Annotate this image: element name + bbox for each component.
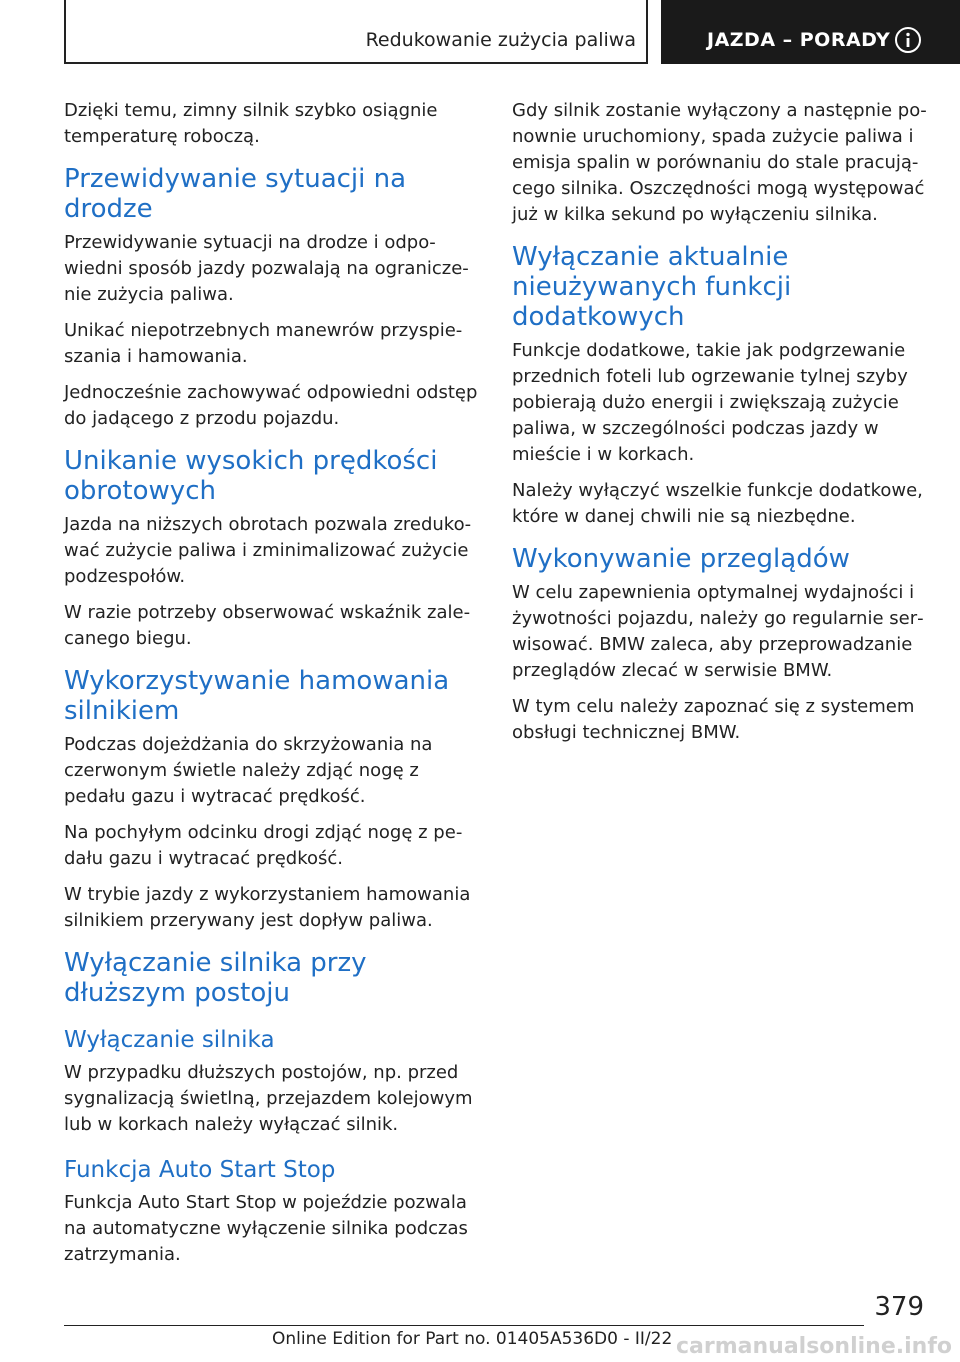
right-paragraph: W celu zapewnienia optymalnej wydajności i żywotności pojazdu, należy go regularnie serwisować. BMW zaleca, aby przeprowadzanie przeglądów zlecać w serwisie BMW. <box>512 582 924 681</box>
right-heading: Wykonywanie przeglądów <box>512 544 850 574</box>
footer-divider <box>64 1325 864 1326</box>
right-paragraph: Funkcje dodatkowe, takie jak podgrzewanie przednich foteli lub ogrzewanie tylnej szyby pobierają dużo energii i zwiększają zużycie paliwa, w szczególności podczas jazdy w mieście i w korkach. <box>512 340 908 465</box>
left-heading: Funkcja Auto Start Stop <box>64 1157 336 1183</box>
left-paragraph: Na pochyłym odcinku drogi zdjąć nogę z pedału gazu i wytracać prędkość. <box>64 822 463 869</box>
left-paragraph: W trybie jazdy z wykorzystaniem hamowania silnikiem przerywany jest dopływ paliwa. <box>64 884 471 931</box>
left-heading: Wyłączanie silnika <box>64 1027 275 1053</box>
left-column <box>64 98 480 1278</box>
right-heading: Wyłączanie aktualnie nieużywanych funkcji dodatkowych <box>512 242 792 332</box>
left-heading: Wykorzystywanie hamowania silnikiem <box>64 666 450 726</box>
edition-info: Online Edition for Part no. 01405A536D0 - II/22 <box>272 1329 673 1349</box>
left-paragraph: Unikać niepotrzebnych manewrów przyspieszania i hamowania. <box>64 320 463 367</box>
left-paragraph: Jazda na niższych obrotach pozwala zredukować zużycie paliwa i zminimalizować zużycie podzespołów. <box>64 514 472 587</box>
right-column <box>512 98 928 756</box>
info-icon <box>894 26 922 54</box>
left-heading: Unikanie wysokich prędkości obrotowych <box>64 446 438 506</box>
watermark: carmanualsonline.info <box>676 1334 952 1359</box>
right-paragraph: Należy wyłączyć wszelkie funkcje dodatkowe, które w danej chwili nie są niezbędne. <box>512 480 923 527</box>
chapter-title: JAZDA – PORADY <box>707 29 891 51</box>
header-section-title: Redukowanie zużycia paliwa <box>365 29 636 51</box>
left-paragraph: Funkcja Auto Start Stop w pojeździe pozwala na automatyczne wyłączenie silnika podczas zatrzymania. <box>64 1192 468 1265</box>
left-paragraph: W przypadku dłuższych postojów, np. przed sygnalizacją świetlną, przejazdem kolejowym lub w korkach należy wyłączać silnik. <box>64 1062 473 1135</box>
left-paragraph: W razie potrzeby obserwować wskaźnik zalecanego biegu. <box>64 602 471 649</box>
left-paragraph: Jednocześnie zachowywać odpowiedni odstęp do jadącego z przodu pojazdu. <box>64 382 478 429</box>
right-paragraph: W tym celu należy zapoznać się z systemem obsługi technicznej BMW. <box>512 696 915 743</box>
page-number: 379 <box>874 1292 924 1322</box>
left-heading: Przewidywanie sytuacji na drodze <box>64 164 407 224</box>
header-chapter-tab[interactable] <box>661 0 960 64</box>
left-paragraph: Przewidywanie sytuacji na drodze i odpowiedni sposób jazdy pozwalają na ograniczenie zużycia paliwa. <box>64 232 469 305</box>
left-paragraph: Podczas dojeżdżania do skrzyżowania na czerwonym świetle należy zdjąć nogę z pedału gazu i wytracać prędkość. <box>64 734 433 807</box>
right-paragraph: Gdy silnik zostanie wyłączony a następnie ponownie uruchomiony, spada zużycie paliwa i emisja spalin w porównaniu do stale pracującego silnika. Oszczędności mogą występować już w kilka sekund po wyłączeniu silnika. <box>512 100 927 225</box>
left-heading: Wyłączanie silnika przy dłuższym postoju <box>64 948 367 1008</box>
left-paragraph: Dzięki temu, zimny silnik szybko osiągnie temperaturę roboczą. <box>64 100 438 147</box>
